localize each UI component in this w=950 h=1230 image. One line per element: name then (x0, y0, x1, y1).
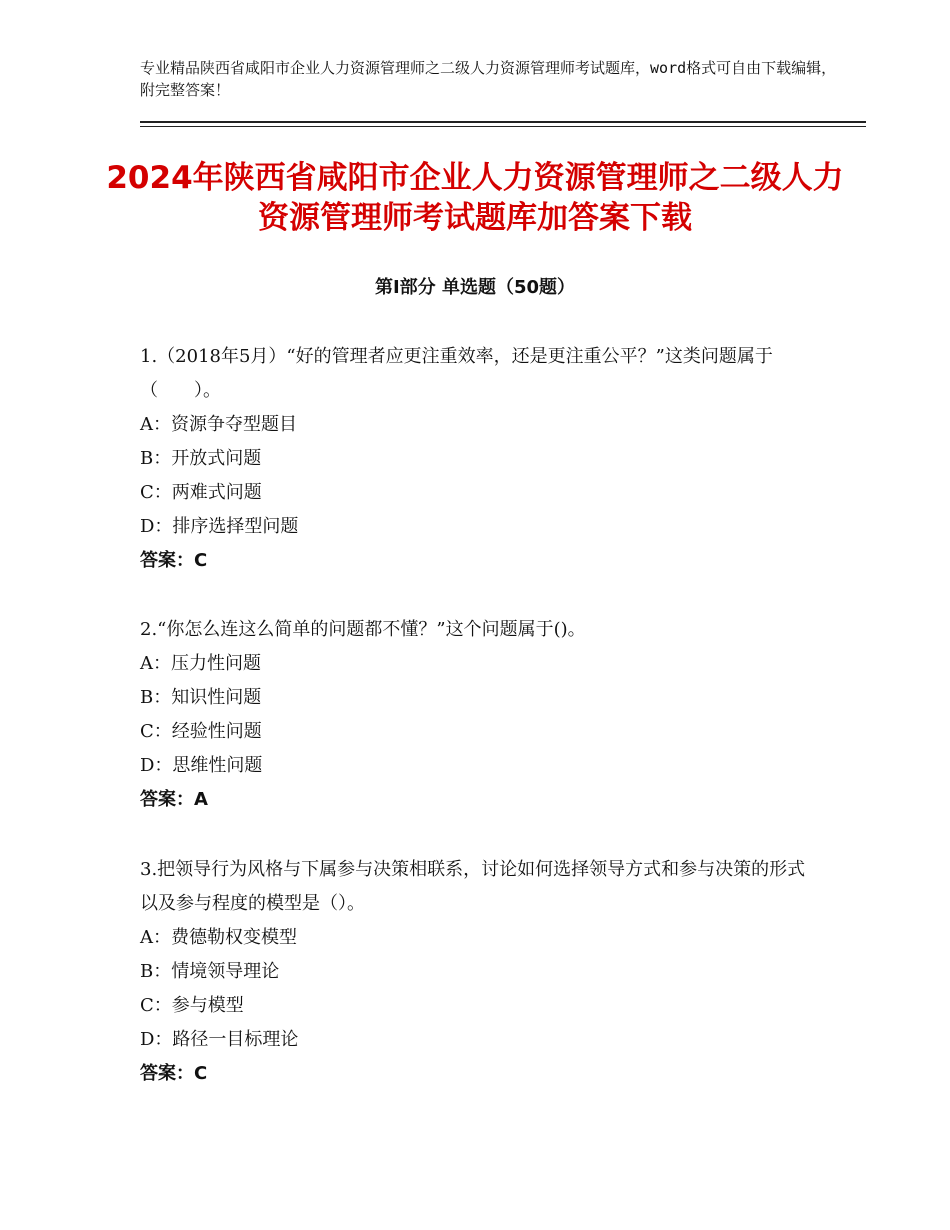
document-title: 2024年陕西省咸阳市企业人力资源管理师之二级人力资源管理师考试题库加答案下载 (106, 160, 844, 236)
option-c: C：经验性问题 (140, 721, 262, 742)
option-c: C：参与模型 (140, 995, 244, 1016)
question-2 (140, 613, 820, 817)
question-stem: 1.（2018年5月）“好的管理者应更注重效率，还是更注重公平？”这类问题属于（ ）。 (140, 346, 773, 401)
question-1 (140, 340, 820, 578)
header-divider-thick (140, 121, 866, 123)
option-b: B：开放式问题 (140, 448, 262, 469)
question-stem: 2.“你怎么连这么简单的问题都不懂？”这个问题属于()。 (140, 619, 586, 640)
header-divider-thin (140, 126, 866, 127)
section-title: 第Ⅰ部分 单选题（50题） (374, 277, 575, 298)
option-c: C：两难式问题 (140, 482, 262, 503)
option-d: D：路径一目标理论 (140, 1029, 299, 1050)
answer: 答案：A (140, 789, 208, 810)
answer: 答案：C (140, 550, 208, 571)
option-b: B：情境领导理论 (140, 961, 280, 982)
option-d: D：思维性问题 (140, 755, 263, 776)
question-stem: 3.把领导行为风格与下属参与决策相联系，讨论如何选择领导方式和参与决策的形式以及参与程度的模型是（）。 (140, 859, 806, 914)
option-d: D：排序选择型问题 (140, 516, 299, 537)
header-note: 专业精品陕西省咸阳市企业人力资源管理师之二级人力资源管理师考试题库，word格式可自由下载编辑，附完整答案！ (140, 59, 837, 99)
option-b: B：知识性问题 (140, 687, 262, 708)
option-a: A：资源争夺型题目 (140, 414, 297, 435)
option-a: A：压力性问题 (140, 653, 261, 674)
option-a: A：费德勒权变模型 (140, 927, 297, 948)
answer: 答案：C (140, 1063, 208, 1084)
question-3 (140, 853, 820, 1091)
